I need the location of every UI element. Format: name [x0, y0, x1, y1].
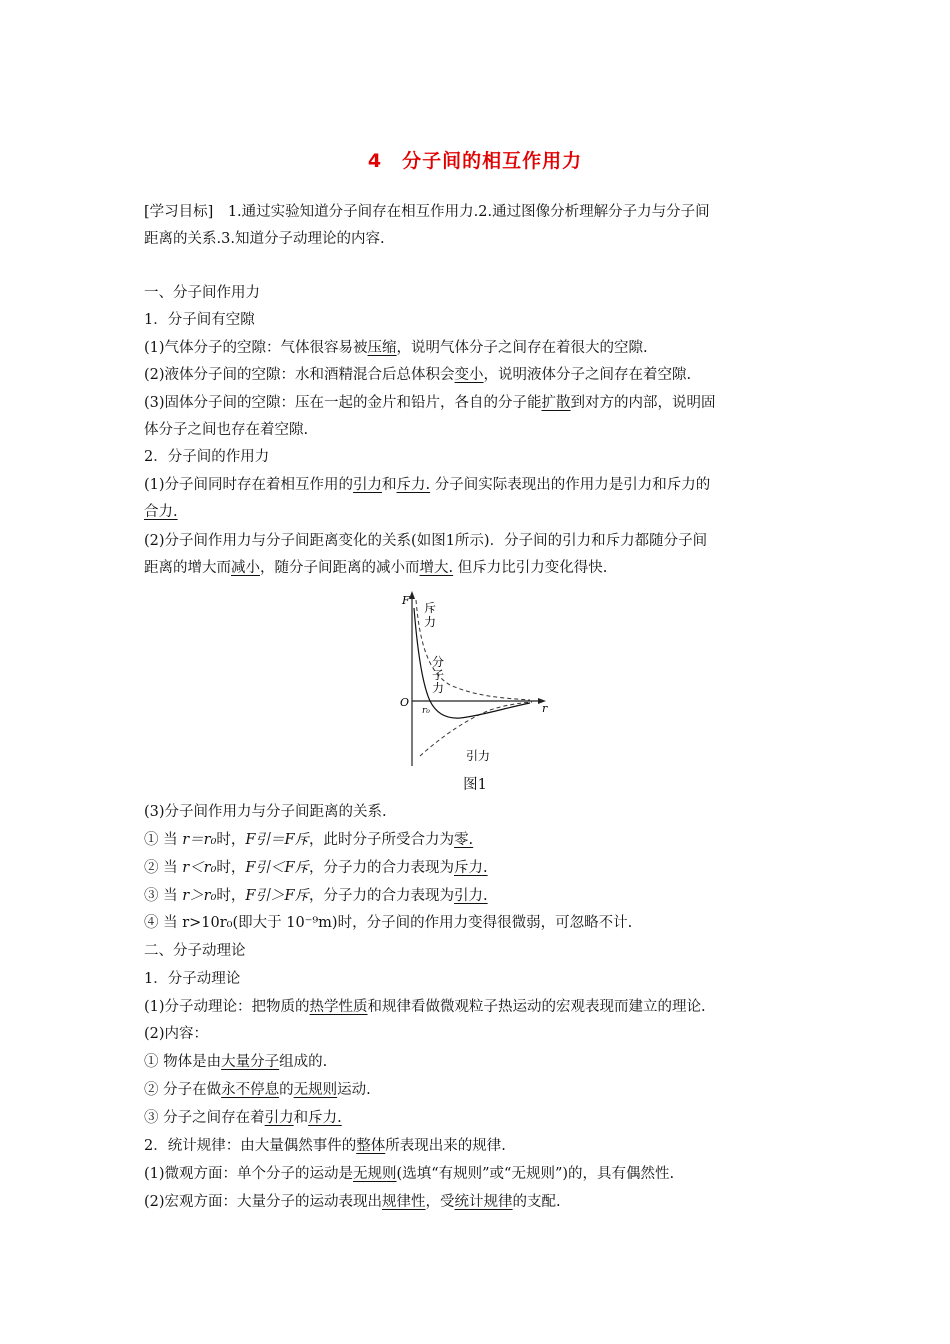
label-molecular-1: 分 — [432, 655, 445, 669]
relation: F引＝F斥 — [245, 832, 310, 848]
text: 所表现出来的规律. — [385, 1138, 506, 1154]
page-title: 4 分子间的相互作用力 — [367, 150, 583, 172]
label-O: O — [400, 696, 410, 709]
section-2-heading: 二、分子动理论 — [144, 943, 246, 959]
answer-blank: 永不停息 — [221, 1082, 280, 1098]
text: 距离的增大而 — [144, 560, 231, 576]
text: 的支配. — [512, 1194, 561, 1210]
learning-objectives-line-1: [学习目标] 1.通过实验知道分子间存在相互作用力.2.通过图像分析理解分子力与分子间 — [144, 204, 710, 220]
text: 组成的. — [279, 1054, 328, 1070]
label-repulsion-2: 力 — [424, 615, 437, 629]
text: ，此时分子所受合力为 — [309, 832, 455, 848]
answer-blank: 整体 — [356, 1138, 386, 1154]
force-distance-figure — [380, 588, 570, 773]
microscopic-aspect — [144, 1164, 814, 1184]
solid-gap-line-2: 体分子之间也存在着空隙. — [144, 422, 309, 438]
theory-definition — [144, 997, 814, 1017]
subsection-theory-title: 1．分子动理论 — [144, 971, 241, 987]
liquid-gap-line — [144, 365, 814, 385]
answer-blank: 引力 — [353, 477, 383, 493]
y-axis-arrow — [409, 591, 415, 599]
content-item-2 — [144, 1080, 814, 1100]
text: ② 当 — [144, 860, 183, 876]
text: (选填“有规则”或“无规则”)的，具有偶然性. — [396, 1166, 675, 1182]
gas-gap-line — [144, 338, 814, 358]
answer-blank: 斥力. — [396, 477, 431, 493]
condition: r＞r₀ — [182, 888, 217, 904]
text: ③ 分子之间存在着 — [144, 1110, 265, 1126]
text: ③ 当 — [144, 888, 183, 904]
text: 到对方的内部，说明固 — [570, 395, 716, 411]
answer-blank: 斥力. — [454, 860, 488, 876]
answer-blank: 统计规律 — [454, 1194, 513, 1210]
label-repulsion-1: 斥 — [424, 601, 437, 615]
section-1-heading: 一、分子间作用力 — [144, 285, 260, 301]
text: 运动. — [337, 1082, 371, 1098]
condition-2 — [144, 858, 814, 878]
answer-blank: 大量分子 — [221, 1054, 280, 1070]
force-line-2: (2)分子间作用力与分子间距离变化的关系(如图1所示)．分子间的引力和斥力都随分子间 — [144, 533, 708, 549]
label-r0: r₀ — [422, 706, 430, 716]
text: 分子间实际表现出的作用力是引力和斥力的 — [430, 477, 711, 493]
text: 时， — [216, 888, 246, 904]
content-item-3 — [144, 1108, 814, 1128]
text: ① 物体是由 — [144, 1054, 222, 1070]
text: 和 — [382, 477, 397, 493]
label-r: r — [542, 702, 548, 715]
label-molecular-2: 子 — [432, 668, 445, 682]
text: (1)分子动理论：把物质的 — [144, 999, 310, 1015]
text: 时， — [216, 860, 246, 876]
learning-objectives-line-2: 距离的关系.3.知道分子动理论的内容. — [144, 231, 385, 247]
answer-blank: 压缩 — [367, 340, 397, 356]
force-line-1 — [144, 475, 814, 495]
text: ② 分子在做 — [144, 1082, 222, 1098]
answer-blank: 扩散 — [541, 395, 571, 411]
solid-gap-line — [144, 393, 814, 413]
text: ，说明液体分子之间存在着空隙. — [483, 367, 692, 383]
text: 的 — [279, 1082, 294, 1098]
subsection-gaps-title: 1．分子间有空隙 — [144, 312, 255, 328]
condition-1 — [144, 830, 814, 850]
answer-blank: 合力. — [144, 504, 178, 520]
answer-blank: 减小 — [231, 560, 260, 576]
answer-blank: 零. — [454, 832, 474, 848]
text: (2)液体分子间的空隙：水和酒精混合后总体积会 — [144, 367, 455, 383]
condition: r＝r₀ — [182, 832, 217, 848]
condition-4: ④ 当 r>10r₀(即大于 10⁻⁹m)时，分子间的作用力变得很微弱，可忽略不计. — [144, 915, 633, 931]
text: ① 当 — [144, 832, 183, 848]
figure-caption: 图1 — [463, 777, 487, 793]
relation-title: (3)分子间作用力与分子间距离的关系. — [144, 804, 387, 820]
force-line-1b — [144, 502, 814, 522]
text: (2)宏观方面：大量分子的运动表现出 — [144, 1194, 383, 1210]
answer-blank: 引力. — [454, 888, 488, 904]
text: 2．统计规律：由大量偶然事件的 — [144, 1138, 357, 1154]
answer-blank: 无规则 — [353, 1166, 397, 1182]
content-item-1 — [144, 1052, 814, 1072]
label-molecular-3: 力 — [432, 681, 445, 695]
text: 时， — [216, 832, 246, 848]
answer-blank: 引力 — [264, 1110, 294, 1126]
answer-blank: 增大. — [419, 560, 454, 576]
text: (1)分子间同时存在着相互作用的 — [144, 477, 354, 493]
text: ，分子力的合力表现为 — [309, 860, 455, 876]
condition: r＜r₀ — [182, 860, 217, 876]
text: (1)气体分子的空隙：气体很容易被 — [144, 340, 368, 356]
text: (1)微观方面：单个分子的运动是 — [144, 1166, 354, 1182]
text: 和 — [293, 1110, 309, 1126]
relation: F引＜F斥 — [245, 860, 310, 876]
text: (3)固体分子间的空隙：压在一起的金片和铅片，各自的分子能 — [144, 395, 542, 411]
text: 和规律看做微观粒子热运动的宏观表现而建立的理论. — [367, 999, 706, 1015]
theory-content-title: (2)内容： — [144, 1026, 209, 1042]
answer-blank: 热学性质 — [309, 999, 368, 1015]
answer-blank: 变小 — [454, 367, 484, 383]
answer-blank: 无规则 — [293, 1082, 338, 1098]
macroscopic-aspect — [144, 1192, 814, 1212]
force-line-2b — [144, 558, 814, 578]
text: ，说明气体分子之间存在着很大的空隙. — [396, 340, 648, 356]
text: ，分子力的合力表现为 — [309, 888, 455, 904]
subsection-force-title: 2．分子间的作用力 — [144, 449, 270, 465]
condition-3 — [144, 886, 814, 906]
answer-blank: 规律性 — [382, 1194, 426, 1210]
statistical-law — [144, 1136, 814, 1156]
text: ，受 — [425, 1194, 455, 1210]
relation: F引＞F斥 — [245, 888, 310, 904]
text: ，随分子间距离的减小而 — [260, 560, 420, 576]
label-F: F — [402, 594, 410, 607]
answer-blank: 斥力. — [308, 1110, 342, 1126]
text: 但斥力比引力变化得快. — [453, 560, 608, 576]
label-attraction: 引力 — [466, 749, 491, 763]
